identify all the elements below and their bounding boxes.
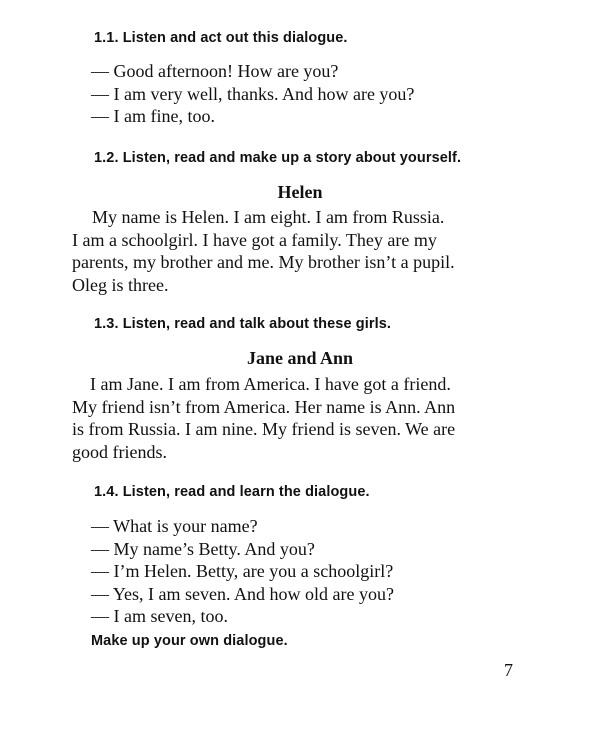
- dialogue-line: — I am very well, thanks. And how are you?: [91, 83, 415, 104]
- story-line: good friends.: [72, 441, 167, 462]
- dialogue-1-1: [91, 60, 414, 128]
- dialogue-line: — Yes, I am seven. And how old are you?: [91, 583, 394, 604]
- story-line: Oleg is three.: [72, 274, 169, 295]
- story-line: My name is Helen. I am eight. I am from Russia.: [92, 207, 445, 227]
- story-line: I am Jane. I am from America. I have got a friend.: [90, 374, 451, 394]
- dialogue-line: — I am seven, too.: [91, 606, 228, 626]
- dialogue-1-4: [91, 515, 394, 628]
- task-heading-1-1: 1.1. Listen and act out this dialogue.: [94, 30, 348, 46]
- story-title-helen: Helen: [277, 182, 323, 202]
- dialogue-line: — My name’s Betty. And you?: [91, 538, 315, 559]
- story-text-jane-and-ann: [72, 373, 455, 463]
- page-number: 7: [504, 660, 513, 680]
- dialogue-line: — I am fine, too.: [91, 106, 215, 126]
- story-line: parents, my brother and me. My brother isn’t a pupil.: [72, 252, 455, 272]
- task-heading-1-4: 1.4. Listen, read and learn the dialogue.: [94, 484, 370, 500]
- dialogue-line: — Good afternoon! How are you?: [91, 61, 339, 81]
- task-heading-1-3: 1.3. Listen, read and talk about these girls.: [94, 316, 391, 332]
- task-heading-1-2: 1.2. Listen, read and make up a story about yourself.: [94, 150, 462, 166]
- dialogue-line: — What is your name?: [91, 516, 258, 536]
- story-title-jane-and-ann: Jane and Ann: [246, 348, 354, 368]
- dialogue-line: — I’m Helen. Betty, are you a schoolgirl?: [91, 561, 394, 581]
- story-line: My friend isn’t from America. Her name is Ann. Ann: [72, 396, 456, 417]
- closing-task: Make up your own dialogue.: [91, 633, 288, 649]
- story-text-helen: [72, 206, 455, 296]
- story-line: I am a schoolgirl. I have got a family. They are my: [72, 229, 437, 250]
- story-line: is from Russia. I am nine. My friend is seven. We are: [72, 419, 456, 439]
